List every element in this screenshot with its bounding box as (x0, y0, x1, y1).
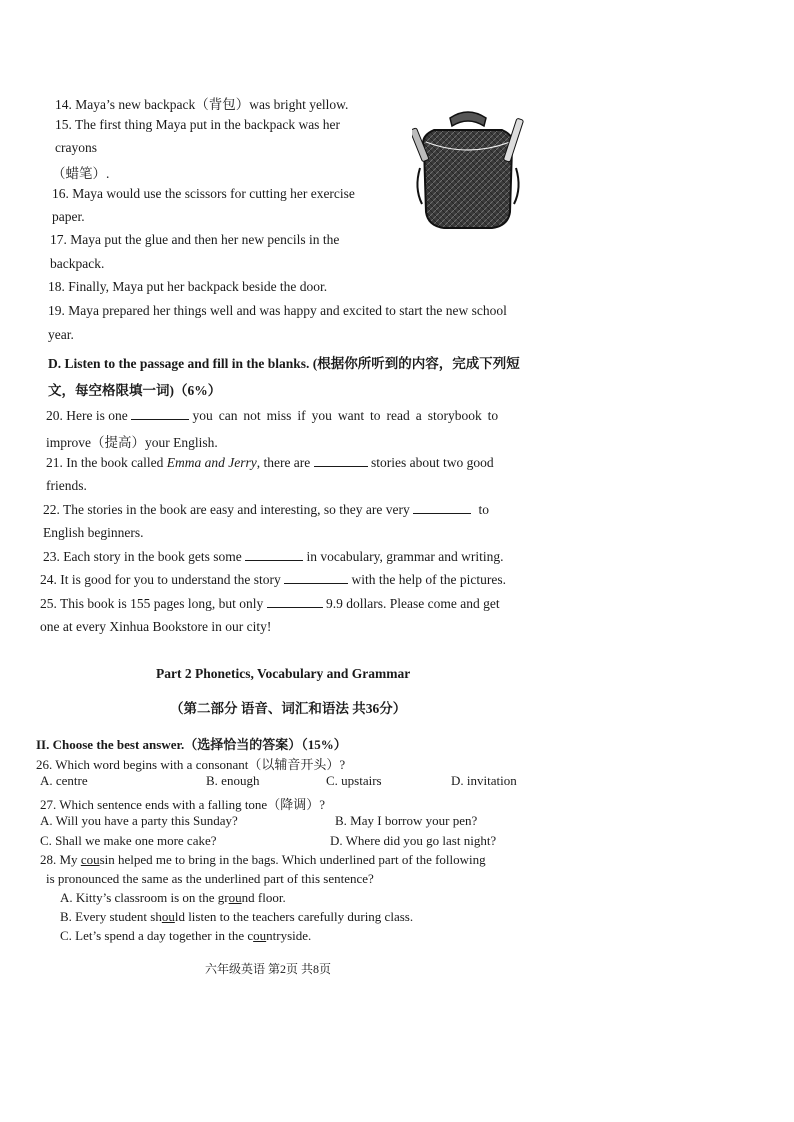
question-28-cont: is pronounced the same as the underlined part of this sentence? (46, 871, 374, 886)
question-20: 20. Here is one you can not miss if you want to read a storybook to (46, 408, 499, 423)
question-21: 21. In the book called Emma and Jerry, there are stories about two good (46, 455, 494, 470)
question-22-cont: English beginners. (43, 525, 144, 540)
question-20-cont: improve（提高）your English. (46, 435, 218, 450)
question-15-cont: crayons (55, 140, 97, 155)
question-24: 24. It is good for you to understand the story with the help of the pictures. (40, 572, 506, 587)
question-21-cont: friends. (46, 478, 87, 493)
q27-option-c[interactable]: C. Shall we make one more cake? (40, 833, 217, 848)
question-26: 26. Which word begins with a consonant（以辅音开头）? (36, 757, 346, 772)
answer-blank-20[interactable] (131, 407, 189, 420)
question-25: 25. This book is 155 pages long, but only 9.9 dollars. Please come and get (40, 596, 500, 611)
part2-subtitle: （第二部分 语音、词汇和语法 共36分） (170, 701, 407, 716)
part2-title: Part 2 Phonetics, Vocabulary and Grammar (156, 666, 411, 681)
question-15-cont2: （蜡笔）. (52, 166, 110, 181)
q28-option-c[interactable]: C. Let’s spend a day together in the countryside. (60, 928, 312, 943)
section-ii-heading: II. Choose the best answer.（选择恰当的答案）（15%） (36, 737, 347, 752)
question-16: 16. Maya would use the scissors for cutting her exercise (52, 186, 355, 201)
section-d-heading-cont: 文，每空格限填一词)（6%） (48, 383, 222, 398)
underlined-sound: cou (80, 852, 100, 867)
question-15: 15. The first thing Maya put in the backpack was her (55, 117, 341, 132)
question-19-cont: year. (48, 327, 74, 342)
q27-option-b[interactable]: B. May I borrow your pen? (335, 813, 478, 828)
answer-blank-22[interactable] (413, 501, 471, 514)
question-14: 14. Maya’s new backpack（背包）was bright yellow. (55, 97, 349, 112)
page-footer: 六年级英语 第2页 共8页 (205, 962, 332, 976)
book-title: Emma and Jerry (166, 455, 257, 470)
question-18: 18. Finally, Maya put her backpack beside the door. (48, 279, 328, 294)
answer-blank-25[interactable] (267, 595, 323, 608)
question-17: 17. Maya put the glue and then her new pencils in the (50, 232, 340, 247)
q26-option-b[interactable]: B. enough (206, 773, 260, 788)
answer-blank-24[interactable] (284, 571, 348, 584)
question-28: 28. My cousin helped me to bring in the bags. Which underlined part of the following (40, 852, 486, 867)
question-16-cont: paper. (52, 209, 85, 224)
section-d-heading: D. Listen to the passage and fill in the blanks. (根据你所听到的内容，完成下列短 (48, 356, 520, 371)
answer-blank-21[interactable] (314, 454, 368, 467)
q26-option-d[interactable]: D. invitation (451, 773, 517, 788)
question-27: 27. Which sentence ends with a falling tone（降调）? (40, 797, 325, 812)
q28-option-a[interactable]: A. Kitty’s classroom is on the ground floor. (60, 890, 286, 905)
question-22: 22. The stories in the book are easy and interesting, so they are very to (43, 502, 490, 517)
question-25-cont: one at every Xinhua Bookstore in our city! (40, 619, 272, 634)
question-19: 19. Maya prepared her things well and was happy and excited to start the new school (48, 303, 507, 318)
q28-option-b[interactable]: B. Every student should listen to the teachers carefully during class. (60, 909, 414, 924)
question-23: 23. Each story in the book gets some in vocabulary, grammar and writing. (43, 549, 504, 564)
q27-option-d[interactable]: D. Where did you go last night? (330, 833, 497, 848)
backpack-image (412, 108, 524, 232)
q27-option-a[interactable]: A. Will you have a party this Sunday? (40, 813, 238, 828)
answer-blank-23[interactable] (245, 548, 303, 561)
q26-option-a[interactable]: A. centre (40, 773, 88, 788)
q26-option-c[interactable]: C. upstairs (326, 773, 382, 788)
question-17-cont: backpack. (50, 256, 105, 271)
